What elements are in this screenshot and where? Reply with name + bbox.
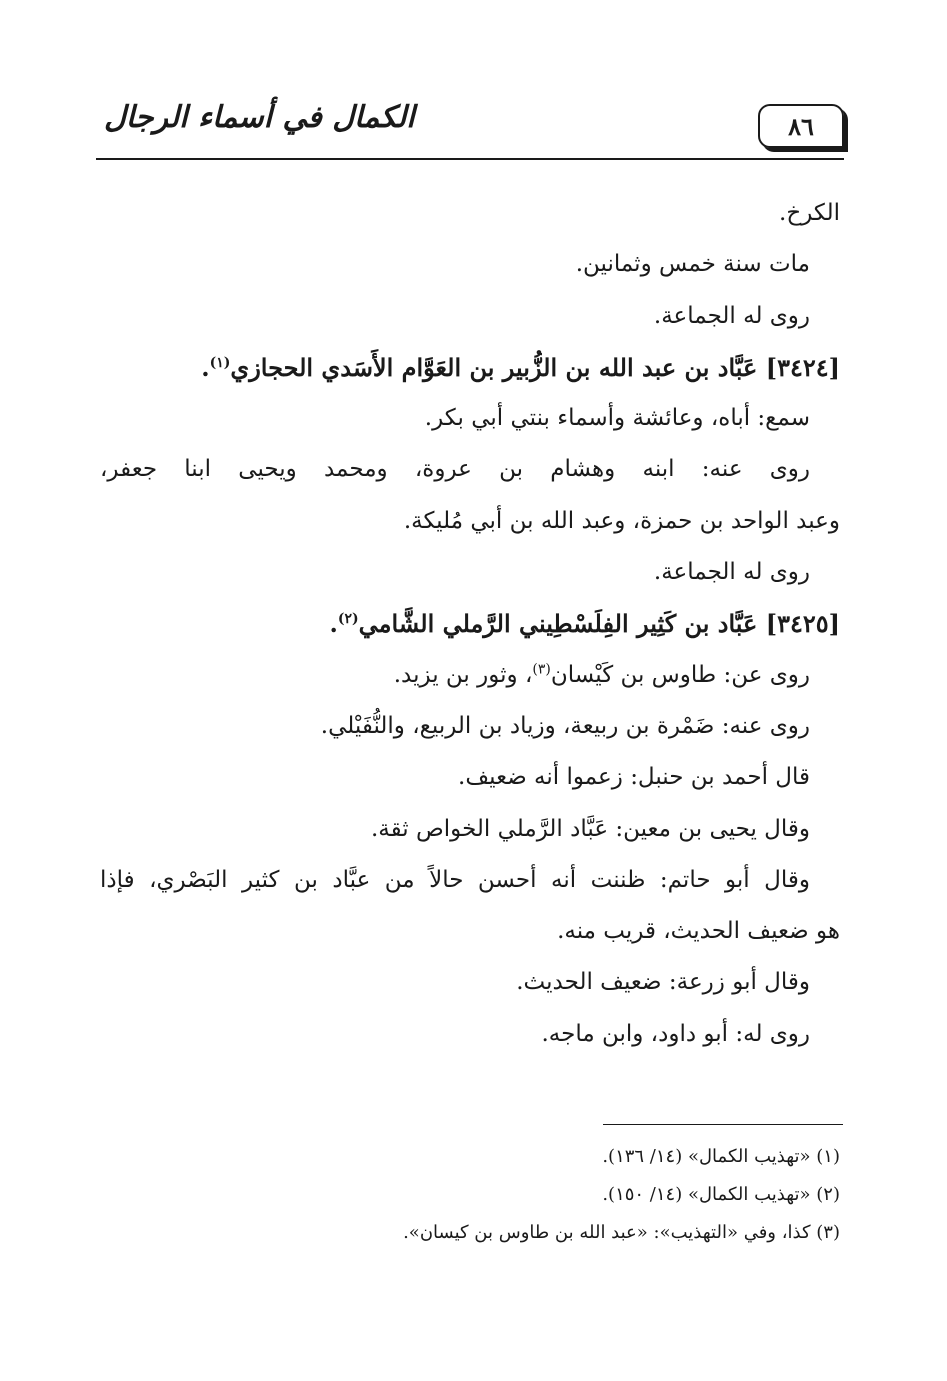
text-line: وعبد الواحد بن حمزة، وعبد الله بن أبي مُليكة. — [403, 507, 840, 534]
footnote-ref: (٢) — [337, 611, 359, 628]
text-line: مات سنة خمس وثمانين. — [575, 251, 810, 278]
footnote-ref: (١) — [209, 354, 231, 371]
text-line: روى له الجماعة. — [653, 559, 810, 586]
full-stop: . — [329, 609, 338, 639]
text-line: روى له: أبو داود، وابن ماجه. — [541, 1020, 810, 1047]
full-stop: . — [201, 352, 210, 382]
text-line: هو ضعيف الحديث، قريب منه. — [557, 918, 840, 945]
entry-heading-3424 — [100, 342, 840, 393]
page-header — [96, 96, 844, 160]
book-title: الكمال في أسماء الرجال — [104, 100, 415, 135]
footnote-ref: (٣) — [532, 661, 551, 678]
text-line: وقال أبو حاتم: ظننت أنه أحسن حالاً من عبَّاد بن كثير البَصْري، فإذا — [100, 866, 810, 893]
footnote-separator — [603, 1124, 843, 1125]
footnote: (٣) كذا، وفي «التهذيب»: «عبد الله بن طاوس بن كيسان». — [403, 1222, 840, 1243]
text-line: سمع: أباه، وعائشة وأسماء بنتي أبي بكر. — [424, 405, 810, 432]
footnote: (١) «تهذيب الكمال» (١٤/ ١٣٦). — [602, 1146, 840, 1167]
text-line: روى عنه: ضَمْرة بن ربيعة، وزياد بن الربيع، والنُّفَيْلي. — [320, 712, 810, 739]
footnote: (٢) «تهذيب الكمال» (١٤/ ١٥٠). — [602, 1184, 840, 1205]
header-rule — [96, 158, 844, 160]
footnotes — [100, 1138, 840, 1252]
text-line: روى له الجماعة. — [653, 302, 810, 329]
text-line: قال أحمد بن حنبل: زعموا أنه ضعيف. — [458, 764, 810, 791]
text-line: وقال أبو زرعة: ضعيف الحديث. — [516, 969, 810, 996]
text-line — [100, 650, 840, 701]
entry-heading-text: [٣٤٢٥] عَبَّاد بن كَثِير الفِلَسْطِيني الرَّملي الشَّامي — [358, 609, 840, 639]
text-line: وقال يحيى بن معين: عَبَّاد الرَّملي الخواص ثقة. — [371, 815, 810, 842]
page-number: ٨٦ — [758, 104, 844, 148]
text-segment: ، وثور بن يزيد. — [393, 661, 533, 688]
text-line: روى عنه: ابنه وهشام بن عروة، ومحمد ويحيى ابنا جعفر، — [100, 456, 810, 483]
entry-heading-text: [٣٤٢٤] عَبَّاد بن عبد الله بن الزُّبير بن العَوَّام الأَسَدي الحجازي — [230, 352, 840, 382]
text-segment: روى عن: طاوس بن كَيْسان — [550, 661, 810, 688]
main-text — [100, 188, 840, 1060]
entry-heading-3425 — [100, 598, 840, 649]
text-line: الكرخ. — [779, 200, 840, 226]
